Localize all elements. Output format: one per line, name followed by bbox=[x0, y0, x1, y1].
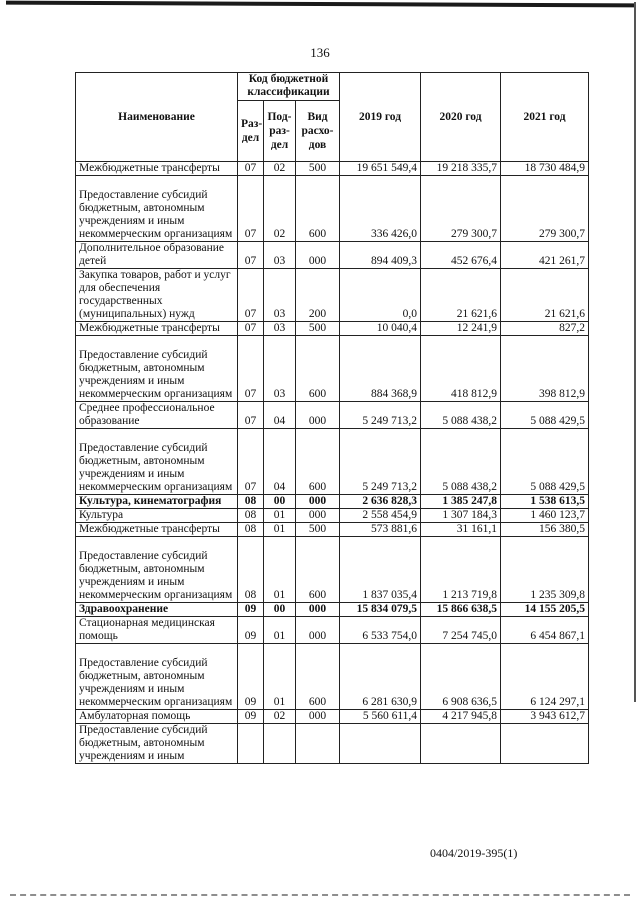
row-value-2020: 279 300,7 bbox=[421, 176, 501, 242]
row-subsection: 02 bbox=[264, 710, 296, 724]
row-expense-type: 500 bbox=[296, 322, 340, 336]
row-value-2020: 1 307 184,3 bbox=[421, 509, 501, 523]
row-name: Предоставление субсидий бюджетным, автономным учреждениям и иным некоммерческим организациям bbox=[76, 644, 238, 710]
row-expense-type: 000 bbox=[296, 495, 340, 509]
row-value-2019 bbox=[340, 724, 421, 764]
row-section: 08 bbox=[238, 537, 264, 603]
row-value-2019: 573 881,6 bbox=[340, 523, 421, 537]
table-row bbox=[76, 710, 589, 724]
row-value-2019: 336 426,0 bbox=[340, 176, 421, 242]
row-value-2020: 4 217 945,8 bbox=[421, 710, 501, 724]
row-name: Межбюджетные трансферты bbox=[76, 162, 238, 176]
row-value-2021: 421 261,7 bbox=[501, 242, 589, 269]
row-expense-type: 500 bbox=[296, 162, 340, 176]
row-value-2019: 10 040,4 bbox=[340, 322, 421, 336]
row-section: 07 bbox=[238, 322, 264, 336]
table-row bbox=[76, 336, 589, 402]
row-value-2019: 2 636 828,3 bbox=[340, 495, 421, 509]
row-expense-type: 600 bbox=[296, 644, 340, 710]
row-subsection: 04 bbox=[264, 402, 296, 429]
row-expense-type: 500 bbox=[296, 523, 340, 537]
table-body bbox=[76, 162, 589, 764]
row-expense-type: 000 bbox=[296, 242, 340, 269]
row-expense-type: 000 bbox=[296, 402, 340, 429]
table-row bbox=[76, 495, 589, 509]
row-name: Амбулаторная помощь bbox=[76, 710, 238, 724]
row-value-2019: 15 834 079,5 bbox=[340, 603, 421, 617]
row-name: Предоставление субсидий бюджетным, автономным учреждениям и иным некоммерческим организациям bbox=[76, 336, 238, 402]
row-value-2021: 1 538 613,5 bbox=[501, 495, 589, 509]
scan-top-border bbox=[6, 1, 636, 8]
row-value-2020 bbox=[421, 724, 501, 764]
row-section: 09 bbox=[238, 603, 264, 617]
row-name: Стационарная медицинская помощь bbox=[76, 617, 238, 644]
row-subsection: 03 bbox=[264, 322, 296, 336]
row-value-2020: 21 621,6 bbox=[421, 269, 501, 322]
row-subsection: 02 bbox=[264, 176, 296, 242]
row-subsection bbox=[264, 724, 296, 764]
row-value-2021: 1 460 123,7 bbox=[501, 509, 589, 523]
table-row bbox=[76, 523, 589, 537]
row-value-2020: 6 908 636,5 bbox=[421, 644, 501, 710]
row-expense-type: 000 bbox=[296, 710, 340, 724]
row-section: 07 bbox=[238, 402, 264, 429]
row-name: Межбюджетные трансферты bbox=[76, 523, 238, 537]
header-2020: 2020 год bbox=[421, 73, 501, 162]
table-row bbox=[76, 269, 589, 322]
row-section: 07 bbox=[238, 162, 264, 176]
row-value-2020: 19 218 335,7 bbox=[421, 162, 501, 176]
row-value-2021: 1 235 309,8 bbox=[501, 537, 589, 603]
row-subsection: 00 bbox=[264, 495, 296, 509]
row-value-2021: 5 088 429,5 bbox=[501, 429, 589, 495]
header-2021: 2021 год bbox=[501, 73, 589, 162]
row-value-2020: 15 866 638,5 bbox=[421, 603, 501, 617]
row-value-2021: 827,2 bbox=[501, 322, 589, 336]
row-expense-type: 000 bbox=[296, 603, 340, 617]
page-number: 136 bbox=[310, 45, 330, 60]
row-value-2020: 418 812,9 bbox=[421, 336, 501, 402]
row-name: Культура, кинематография bbox=[76, 495, 238, 509]
row-value-2021: 6 454 867,1 bbox=[501, 617, 589, 644]
row-value-2020: 1 385 247,8 bbox=[421, 495, 501, 509]
row-name: Дополнительное образование детей bbox=[76, 242, 238, 269]
row-value-2019: 894 409,3 bbox=[340, 242, 421, 269]
row-value-2019: 5 249 713,2 bbox=[340, 402, 421, 429]
row-expense-type: 600 bbox=[296, 336, 340, 402]
row-value-2021: 398 812,9 bbox=[501, 336, 589, 402]
row-section: 08 bbox=[238, 495, 264, 509]
row-subsection: 03 bbox=[264, 269, 296, 322]
row-value-2019: 5 560 611,4 bbox=[340, 710, 421, 724]
table-row bbox=[76, 322, 589, 336]
header-name: Наименование bbox=[76, 73, 238, 162]
row-section: 08 bbox=[238, 509, 264, 523]
table-row bbox=[76, 242, 589, 269]
row-subsection: 01 bbox=[264, 617, 296, 644]
row-expense-type: 000 bbox=[296, 509, 340, 523]
row-name: Предоставление субсидий бюджетным, автономным учреждениям и иным некоммерческим организациям bbox=[76, 537, 238, 603]
row-value-2019: 2 558 454,9 bbox=[340, 509, 421, 523]
row-subsection: 01 bbox=[264, 523, 296, 537]
row-section: 07 bbox=[238, 242, 264, 269]
row-value-2020: 452 676,4 bbox=[421, 242, 501, 269]
row-value-2020: 12 241,9 bbox=[421, 322, 501, 336]
row-expense-type: 000 bbox=[296, 617, 340, 644]
row-value-2021: 279 300,7 bbox=[501, 176, 589, 242]
row-section: 07 bbox=[238, 429, 264, 495]
row-value-2021: 5 088 429,5 bbox=[501, 402, 589, 429]
row-subsection: 03 bbox=[264, 242, 296, 269]
row-value-2021: 18 730 484,9 bbox=[501, 162, 589, 176]
table-row bbox=[76, 429, 589, 495]
table-row bbox=[76, 402, 589, 429]
table-row bbox=[76, 603, 589, 617]
row-value-2019: 884 368,9 bbox=[340, 336, 421, 402]
row-expense-type: 600 bbox=[296, 176, 340, 242]
row-value-2021 bbox=[501, 724, 589, 764]
row-value-2019: 6 281 630,9 bbox=[340, 644, 421, 710]
row-value-2021: 14 155 205,5 bbox=[501, 603, 589, 617]
table-row bbox=[76, 509, 589, 523]
header-code-group: Код бюджетной классификации bbox=[238, 73, 340, 101]
row-section: 09 bbox=[238, 617, 264, 644]
row-name: Среднее профессиональное образование bbox=[76, 402, 238, 429]
row-value-2020: 1 213 719,8 bbox=[421, 537, 501, 603]
row-expense-type: 200 bbox=[296, 269, 340, 322]
document-code: 0404/2019-395(1) bbox=[430, 846, 518, 860]
table-row bbox=[76, 176, 589, 242]
row-section bbox=[238, 724, 264, 764]
row-name: Межбюджетные трансферты bbox=[76, 322, 238, 336]
row-name: Предоставление субсидий бюджетным, автономным учреждениям и иным bbox=[76, 724, 238, 764]
row-name: Культура bbox=[76, 509, 238, 523]
row-name: Здравоохранение bbox=[76, 603, 238, 617]
budget-table bbox=[75, 72, 589, 764]
row-expense-type: 600 bbox=[296, 429, 340, 495]
row-value-2019: 0,0 bbox=[340, 269, 421, 322]
row-value-2020: 7 254 745,0 bbox=[421, 617, 501, 644]
row-subsection: 01 bbox=[264, 644, 296, 710]
table-row bbox=[76, 162, 589, 176]
table-row bbox=[76, 537, 589, 603]
row-subsection: 01 bbox=[264, 537, 296, 603]
row-value-2019: 5 249 713,2 bbox=[340, 429, 421, 495]
scan-right-border bbox=[634, 2, 636, 702]
row-value-2021: 21 621,6 bbox=[501, 269, 589, 322]
row-subsection: 02 bbox=[264, 162, 296, 176]
header-section: Раз-дел bbox=[238, 100, 264, 161]
row-subsection: 03 bbox=[264, 336, 296, 402]
row-section: 09 bbox=[238, 710, 264, 724]
row-value-2020: 5 088 438,2 bbox=[421, 402, 501, 429]
row-section: 07 bbox=[238, 269, 264, 322]
header-2019: 2019 год bbox=[340, 73, 421, 162]
row-section: 09 bbox=[238, 644, 264, 710]
row-subsection: 00 bbox=[264, 603, 296, 617]
row-name: Закупка товаров, работ и услуг для обеспечения государственных (муниципальных) нужд bbox=[76, 269, 238, 322]
row-expense-type bbox=[296, 724, 340, 764]
row-subsection: 01 bbox=[264, 509, 296, 523]
row-value-2021: 3 943 612,7 bbox=[501, 710, 589, 724]
row-name: Предоставление субсидий бюджетным, автономным учреждениям и иным некоммерческим организациям bbox=[76, 176, 238, 242]
scan-bottom-artifact bbox=[10, 894, 630, 899]
row-value-2021: 6 124 297,1 bbox=[501, 644, 589, 710]
row-value-2020: 31 161,1 bbox=[421, 523, 501, 537]
row-section: 07 bbox=[238, 176, 264, 242]
row-subsection: 04 bbox=[264, 429, 296, 495]
row-section: 07 bbox=[238, 336, 264, 402]
table-row bbox=[76, 724, 589, 764]
table-row bbox=[76, 644, 589, 710]
table-row bbox=[76, 617, 589, 644]
row-name: Предоставление субсидий бюджетным, автономным учреждениям и иным некоммерческим организациям bbox=[76, 429, 238, 495]
row-value-2019: 1 837 035,4 bbox=[340, 537, 421, 603]
row-value-2021: 156 380,5 bbox=[501, 523, 589, 537]
header-subsection: Под-раз-дел bbox=[264, 100, 296, 161]
row-value-2019: 19 651 549,4 bbox=[340, 162, 421, 176]
row-value-2019: 6 533 754,0 bbox=[340, 617, 421, 644]
row-value-2020: 5 088 438,2 bbox=[421, 429, 501, 495]
row-section: 08 bbox=[238, 523, 264, 537]
header-expense-type: Вид расхо-дов bbox=[296, 100, 340, 161]
row-expense-type: 600 bbox=[296, 537, 340, 603]
